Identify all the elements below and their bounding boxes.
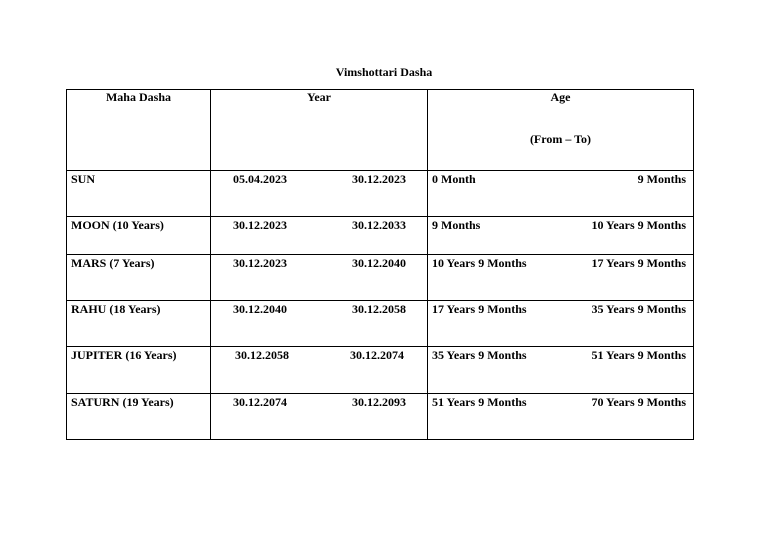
table-row [67,301,694,347]
year-from: 05.04.2023 [233,172,287,186]
age-cell [428,394,694,440]
year-cell [211,171,428,217]
year-to: 30.12.2040 [352,256,406,270]
header-age-range: (From – To) [529,132,592,146]
age-from: 51 Years 9 Months [432,395,527,409]
dasha-name: JUPITER (16 Years) [67,347,211,394]
age-cell [428,347,694,394]
header-age [428,90,694,171]
header-age-label: Age [550,90,571,104]
year-from: 30.12.2040 [233,302,287,316]
year-cell [211,301,428,347]
document-title: Vimshottari Dasha [335,65,433,79]
dasha-name: MOON (10 Years) [67,217,211,255]
year-to: 30.12.2093 [352,395,406,409]
header-maha-dasha: Maha Dasha [67,90,211,171]
year-cell [211,394,428,440]
year-cell [211,347,428,394]
table-row [67,347,694,394]
table-row [67,255,694,301]
year-from: 30.12.2058 [235,348,289,362]
year-to: 30.12.2058 [352,302,406,316]
year-from: 30.12.2023 [233,256,287,270]
year-cell [211,255,428,301]
dasha-name: MARS (7 Years) [67,255,211,301]
year-to: 30.12.2074 [350,348,404,362]
year-to: 30.12.2023 [352,172,406,186]
year-cell [211,217,428,255]
age-to: 17 Years 9 Months [591,256,686,270]
year-from: 30.12.2074 [233,395,287,409]
dasha-table [66,89,694,440]
year-from: 30.12.2023 [233,218,287,232]
table-row [67,394,694,440]
age-from: 0 Month [432,172,476,186]
age-cell [428,171,694,217]
age-to: 9 Months [637,172,686,186]
age-to: 51 Years 9 Months [591,348,686,362]
age-from: 17 Years 9 Months [432,302,527,316]
dasha-name: SATURN (19 Years) [67,394,211,440]
age-from: 35 Years 9 Months [432,348,527,362]
age-cell [428,255,694,301]
table-row [67,217,694,255]
table-row [67,171,694,217]
year-to: 30.12.2033 [352,218,406,232]
age-to: 70 Years 9 Months [591,395,686,409]
age-to: 35 Years 9 Months [591,302,686,316]
age-cell [428,217,694,255]
age-to: 10 Years 9 Months [591,218,686,232]
dasha-name: RAHU (18 Years) [67,301,211,347]
age-from: 10 Years 9 Months [432,256,527,270]
header-year: Year [211,90,428,171]
age-from: 9 Months [432,218,481,232]
table-header-row [67,90,694,171]
dasha-name: SUN [67,171,211,217]
age-cell [428,301,694,347]
